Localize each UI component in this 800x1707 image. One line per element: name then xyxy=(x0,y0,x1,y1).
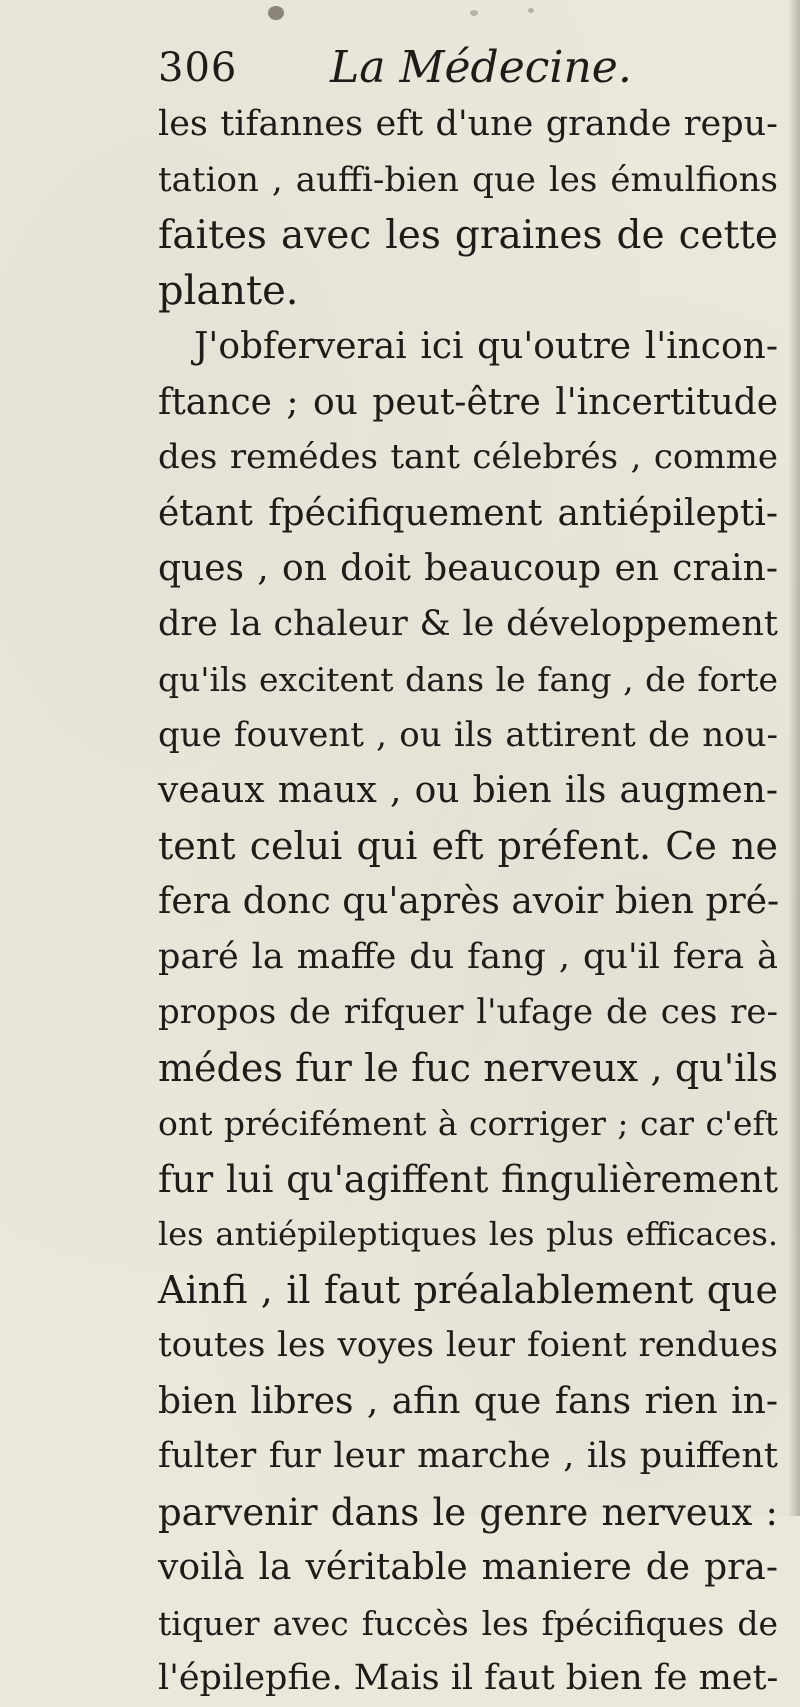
text-line: voilà la véritable maniere de pra- xyxy=(158,1547,778,1588)
text-line: J'obferverai ici qu'outre l'incon- xyxy=(194,326,778,367)
ink-blot xyxy=(528,8,534,13)
text-line: ftance ; ou peut-être l'incertitude xyxy=(158,381,778,423)
text-line: parvenir dans le genre nerveux : xyxy=(158,1490,778,1534)
ink-blot xyxy=(470,10,478,16)
text-line: toutes les voyes leur foient rendues xyxy=(158,1325,778,1365)
text-line: tiquer avec fuccès les fpécifiques de xyxy=(158,1603,778,1643)
text-line: fur lui qu'agiffent fingulièrement xyxy=(158,1157,778,1201)
ink-blot xyxy=(268,6,284,20)
page-header xyxy=(0,40,800,96)
text-line: fulter fur leur marche , ils puiffent xyxy=(158,1436,778,1476)
text-line: médes fur le fuc nerveux , qu'ils xyxy=(158,1045,778,1090)
text-line: fera donc qu'après avoir bien pré- xyxy=(158,881,780,922)
body-text xyxy=(158,97,778,1707)
text-line: plante. xyxy=(158,267,299,314)
text-line: les antiépileptiques les plus efficaces. xyxy=(158,1215,778,1253)
text-line: des remédes tant célebrés , comme xyxy=(158,437,778,477)
text-line: veaux maux , ou bien ils augmen- xyxy=(158,770,778,811)
page-edge-shadow xyxy=(788,0,800,1516)
text-line: les tifannes eft d'une grande repu- xyxy=(158,104,778,144)
text-line: propos de rifquer l'ufage de ces re- xyxy=(158,992,778,1032)
text-line: ont précifément à corriger ; car c'eft xyxy=(158,1104,778,1143)
text-line: faites avec les graines de cette xyxy=(158,213,778,258)
text-line: tation , auffi-bien que les émulfions xyxy=(158,159,778,200)
text-line: dre la chaleur & le développement xyxy=(158,603,778,644)
running-title: La Médecine. xyxy=(330,42,632,93)
text-line: étant fpécifiquement antiépilepti- xyxy=(158,492,778,534)
text-line: bien libres , afin que fans rien in- xyxy=(158,1380,778,1422)
text-line: l'épilepfie. Mais il faut bien fe met- xyxy=(158,1658,779,1698)
page-number: 306 xyxy=(158,45,238,91)
text-line: ques , on doit beaucoup en crain- xyxy=(158,548,778,589)
text-line: Ainfi , il faut préalablement que xyxy=(158,1267,778,1312)
text-line: paré la maffe du fang , qu'il fera à xyxy=(158,936,778,977)
text-line: qu'ils excitent dans le fang , de forte xyxy=(158,660,778,699)
text-line: tent celui qui eft préfent. Ce ne xyxy=(158,823,778,868)
text-line: que fouvent , ou ils attirent de nou- xyxy=(158,714,778,755)
